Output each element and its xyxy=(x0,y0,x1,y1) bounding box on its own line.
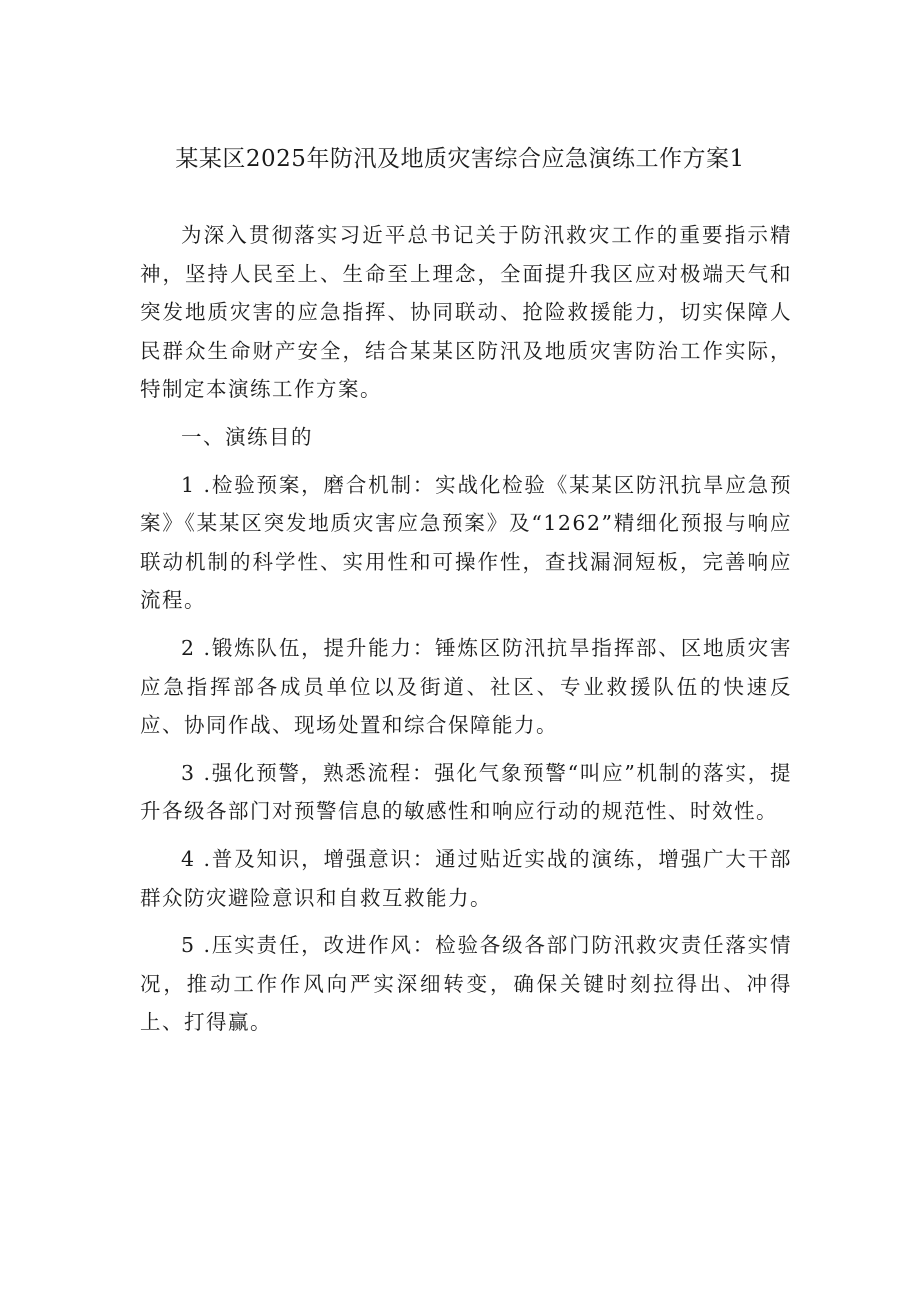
document-title: 某某区2025年防汛及地质灾害综合应急演练工作方案1 xyxy=(175,146,745,172)
list-item xyxy=(140,629,792,745)
item-text: .普及知识，增强意识：通过贴近实战的演练，增强广大干部群众防灾避险意识和自救互救能力。 xyxy=(140,846,792,910)
item-text: .压实责任，改进作风：检验各级各部门防汛救灾责任落实情况，推动工作作风向严实深细转变，确保关键时刻拉得出、冲得上、打得赢。 xyxy=(140,933,792,1035)
item-number: 2 xyxy=(181,635,196,660)
document-body xyxy=(140,216,792,1051)
list-item xyxy=(140,926,792,1042)
list-item xyxy=(140,840,792,917)
item-text: .检验预案，磨合机制：实战化检验《某某区防汛抗旱应急预案》《某某区突发地质灾害应急预案》及“1262”精细化预报与响应联动机制的科学性、实用性和可操作性，查找漏洞短板，完善响应流程。 xyxy=(140,472,792,613)
list-item xyxy=(140,466,792,620)
item-number: 4 xyxy=(181,846,196,871)
item-number: 1 xyxy=(181,472,196,497)
intro-paragraph: 为深入贯彻落实习近平总书记关于防汛救灾工作的重要指示精神，坚持人民至上、生命至上理念，全面提升我区应对极端天气和突发地质灾害的应急指挥、协同联动、抢险救援能力，切实保障人民群众生命财产安全，结合某某区防汛及地质灾害防治工作实际，特制定本演练工作方案。 xyxy=(140,223,792,402)
item-number: 3 xyxy=(181,760,196,785)
item-text: .锻炼队伍，提升能力：锤炼区防汛抗旱指挥部、区地质灾害应急指挥部各成员单位以及街道、社区、专业救援队伍的快速反应、协同作战、现场处置和综合保障能力。 xyxy=(140,635,792,738)
item-number: 5 xyxy=(181,933,196,958)
section-heading: 一、演练目的 xyxy=(181,424,313,449)
item-text: .强化预警，熟悉流程：强化气象预警“叫应”机制的落实，提升各级各部门对预警信息的敏感性和响应行动的规范性、时效性。 xyxy=(140,760,792,824)
list-item xyxy=(140,754,792,831)
